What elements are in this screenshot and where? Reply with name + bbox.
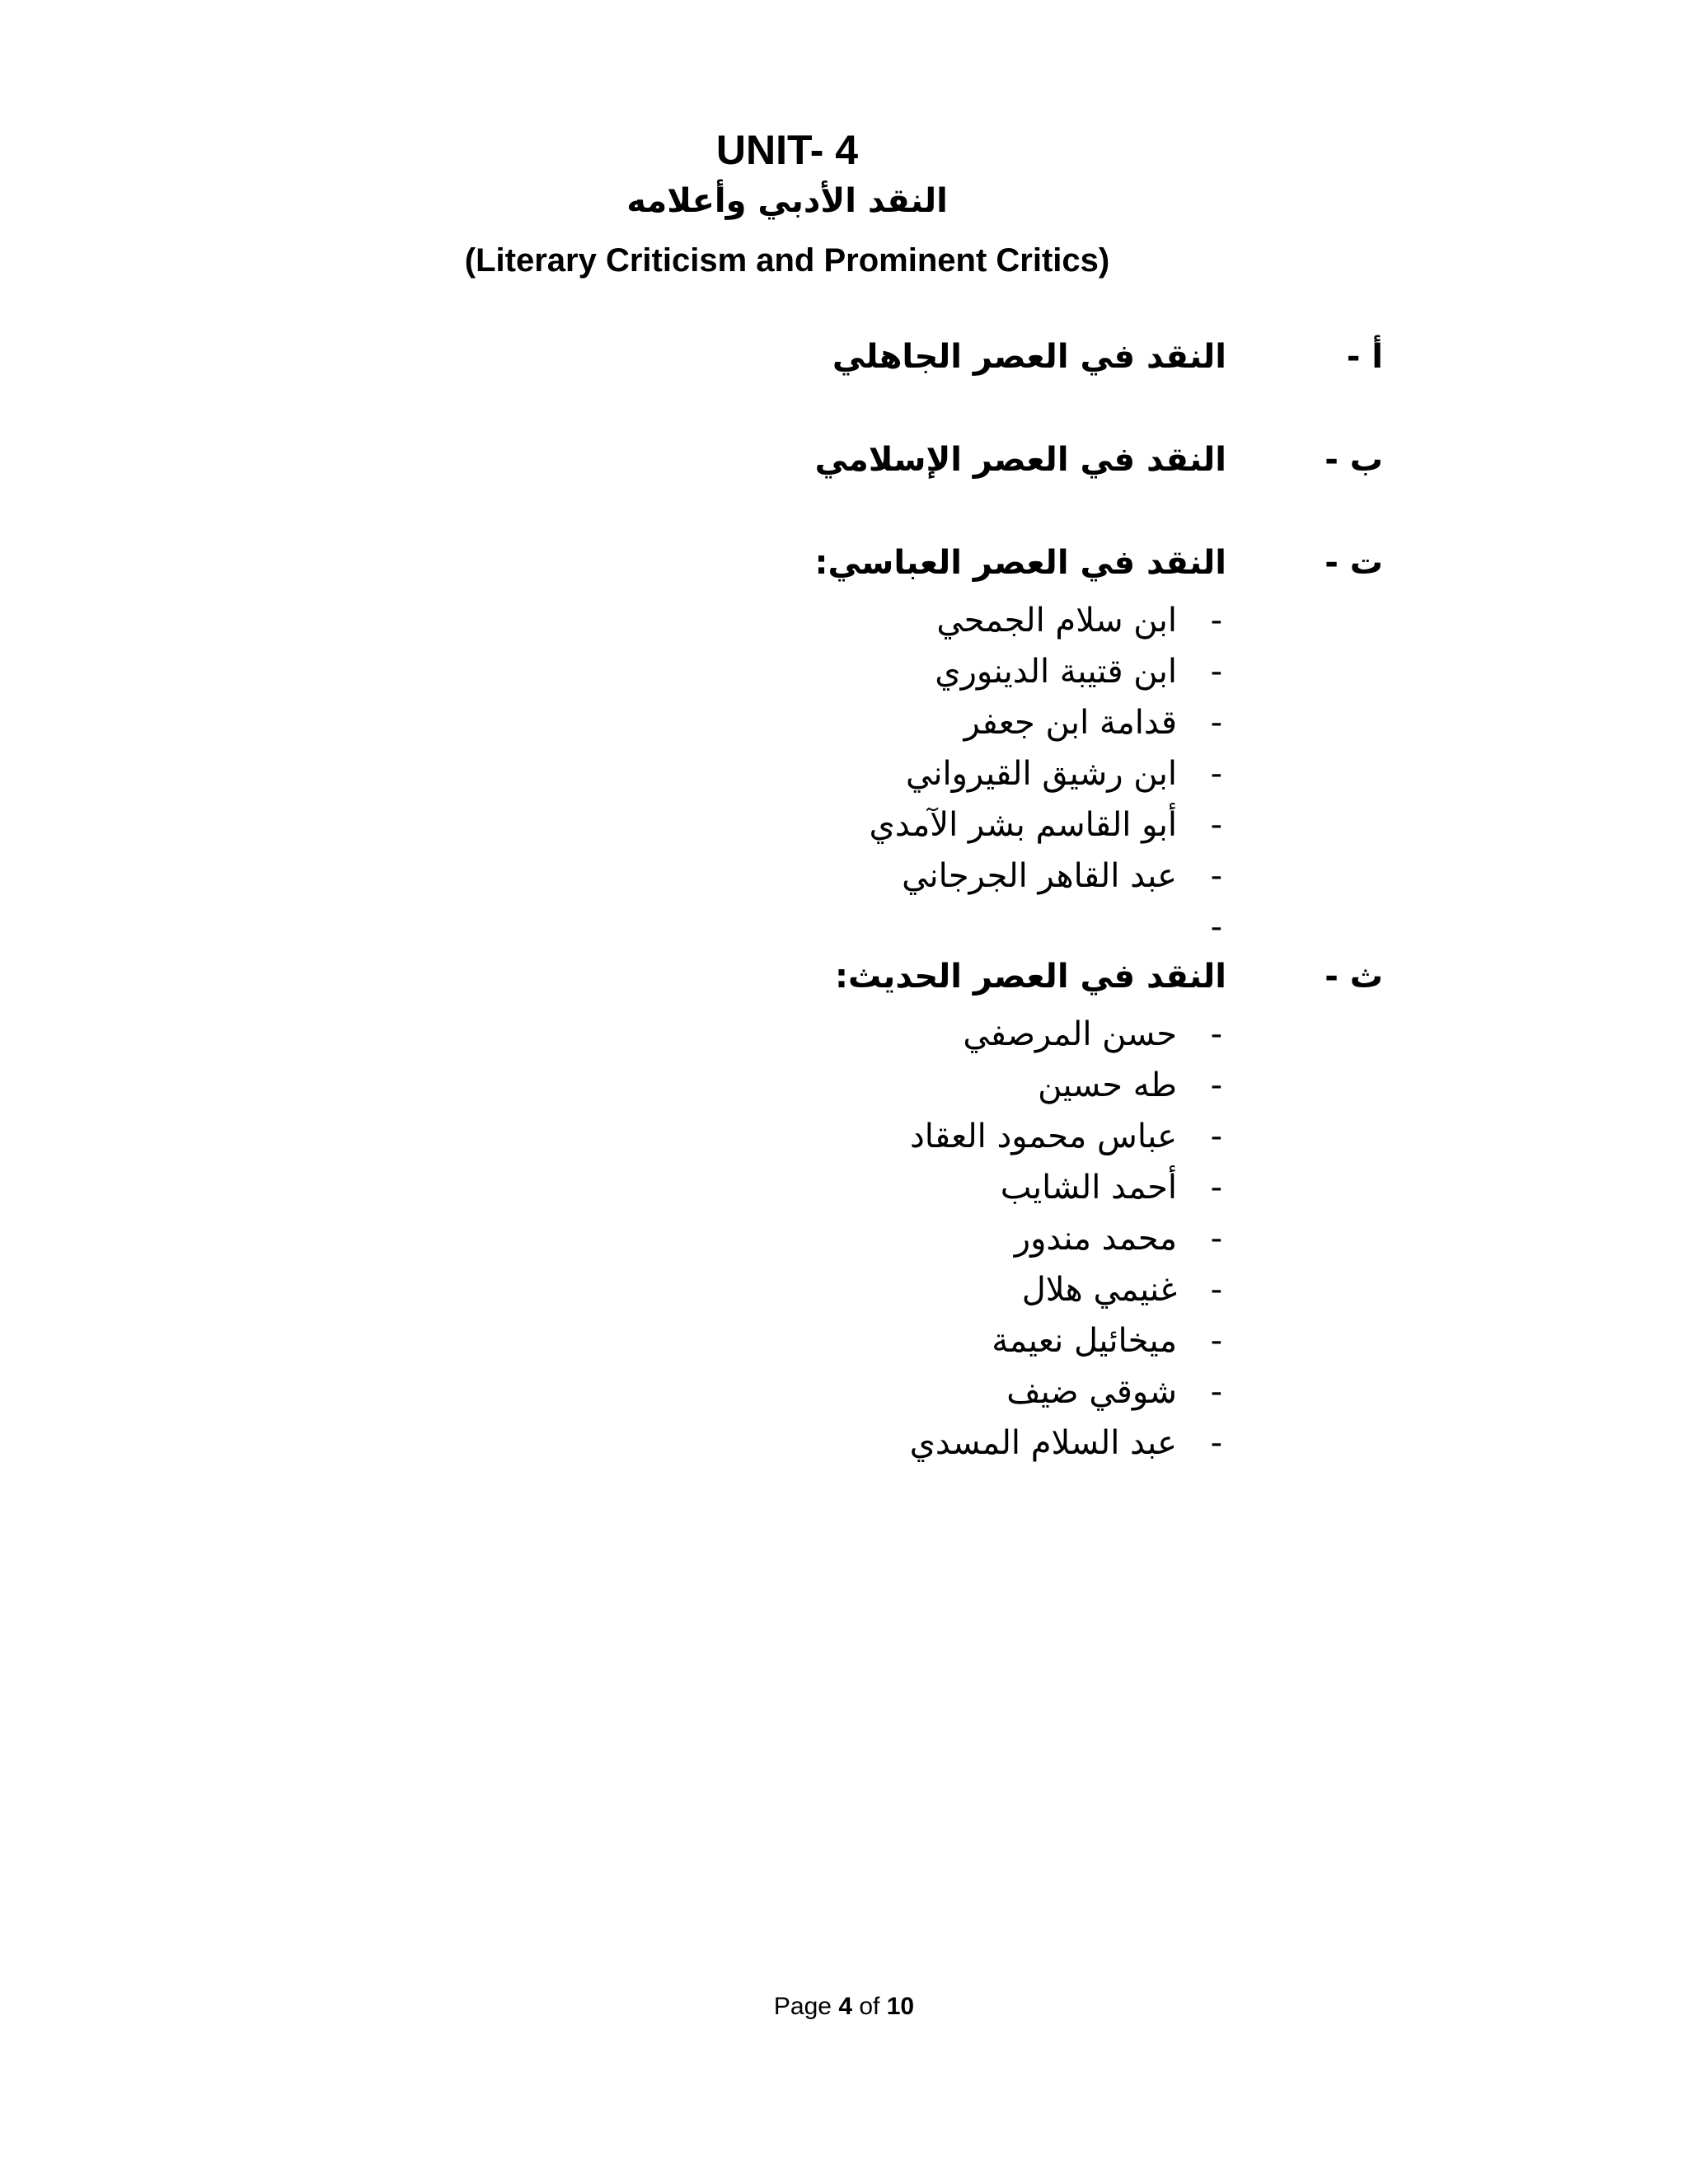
- list-bullet: -: [1210, 755, 1222, 793]
- footer-of: of: [859, 1993, 880, 2020]
- list-item: [0, 1322, 1688, 1373]
- critic-name: قدامة ابن جعفر: [964, 704, 1177, 742]
- list-bullet: -: [1210, 1015, 1222, 1053]
- list-bullet: -: [1210, 1220, 1222, 1258]
- unit-title: UNIT- 4: [715, 127, 859, 173]
- section-heading: [0, 338, 1688, 391]
- section-letter: أ -: [1346, 338, 1383, 376]
- list-item: [0, 602, 1688, 653]
- list-bullet: -: [1210, 1424, 1222, 1462]
- critic-name: طه حسين: [1038, 1066, 1177, 1104]
- critic-name: أبو القاسم بشر الآمدي: [869, 806, 1177, 844]
- list-bullet: -: [1210, 1118, 1222, 1155]
- list-bullet: -: [1210, 704, 1222, 742]
- critic-name: ابن قتيبة الدينوري: [935, 653, 1177, 691]
- section-heading: [0, 441, 1688, 494]
- critic-name: ميخائيل نعيمة: [992, 1322, 1177, 1360]
- list-item: [0, 1271, 1688, 1322]
- list-bullet: -: [1210, 857, 1222, 895]
- list-item: [0, 1424, 1688, 1475]
- list-item: [0, 704, 1688, 755]
- critic-name: غنيمي هلال: [1021, 1271, 1177, 1309]
- list-item: [0, 857, 1688, 908]
- section-title: النقد في العصر الجاهلي: [832, 338, 1226, 376]
- section-letter: ب -: [1325, 441, 1383, 479]
- section-letter: ث -: [1325, 958, 1383, 996]
- critic-name: ابن سلام الجمحي: [936, 602, 1177, 640]
- list-bullet: -: [1210, 1322, 1222, 1360]
- critic-name: عبد القاهر الجرجاني: [902, 857, 1177, 895]
- critic-name: شوقي ضيف: [1006, 1373, 1177, 1411]
- page-footer: [0, 1993, 1688, 2021]
- section-title: النقد في العصر الحديث:: [834, 958, 1226, 996]
- list-bullet: -: [1210, 1066, 1222, 1104]
- list-item: [0, 653, 1688, 704]
- english-subtitle: (Literary Criticism and Prominent Critics): [464, 242, 1110, 279]
- arabic-title: النقد الأدبي وأعلامه: [626, 182, 948, 220]
- critic-name: عبد السلام المسدي: [909, 1424, 1177, 1462]
- list-item: [0, 908, 1688, 959]
- critic-name: أحمد الشايب: [1000, 1169, 1177, 1207]
- critic-name: حسن المرصفي: [963, 1015, 1177, 1053]
- list-bullet: -: [1210, 602, 1222, 640]
- footer-prefix: Page: [773, 1993, 832, 2020]
- critic-name: ابن رشيق القيرواني: [906, 755, 1177, 793]
- critic-name: عباس محمود العقاد: [909, 1118, 1177, 1155]
- list-bullet: -: [1210, 1373, 1222, 1411]
- list-item: [0, 755, 1688, 806]
- current-page-number: 4: [838, 1993, 852, 2020]
- section-title: النقد في العصر الإسلامي: [814, 441, 1226, 479]
- section-heading: [0, 544, 1688, 597]
- list-item: [0, 1015, 1688, 1066]
- list-bullet: -: [1210, 1169, 1222, 1207]
- list-item: [0, 806, 1688, 857]
- list-item: [0, 1220, 1688, 1271]
- list-bullet: -: [1210, 1271, 1222, 1309]
- list-bullet: -: [1210, 806, 1222, 844]
- total-pages-number: 10: [886, 1993, 915, 2020]
- section-title: النقد في العصر العباسي:: [814, 544, 1226, 582]
- list-item: [0, 1169, 1688, 1220]
- section-heading: [0, 958, 1688, 1010]
- list-bullet: -: [1210, 908, 1222, 946]
- list-item: [0, 1066, 1688, 1118]
- list-bullet: -: [1210, 653, 1222, 691]
- list-item: [0, 1118, 1688, 1169]
- critic-name: محمد مندور: [1014, 1220, 1177, 1258]
- list-item: [0, 1373, 1688, 1424]
- section-letter: ت -: [1325, 544, 1383, 582]
